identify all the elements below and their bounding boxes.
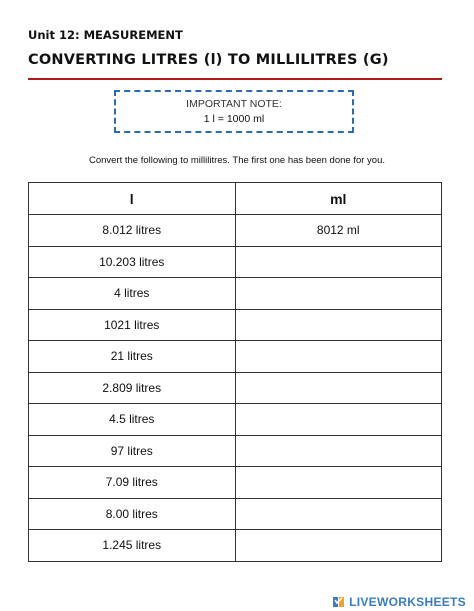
- important-note-box: [114, 90, 354, 133]
- ml-answer-cell[interactable]: [235, 372, 442, 404]
- ml-answer-cell[interactable]: [235, 278, 442, 310]
- column-header-ml: ml: [235, 183, 442, 215]
- litres-cell: 1.245 litres: [29, 530, 236, 562]
- ml-answer-cell[interactable]: [235, 309, 442, 341]
- table-row: [29, 246, 442, 278]
- litres-cell: 2.809 litres: [29, 372, 236, 404]
- ml-answer-cell: 8012 ml: [235, 215, 442, 247]
- ml-answer-cell[interactable]: [235, 530, 442, 562]
- title-divider: [28, 78, 442, 80]
- table-row: [29, 372, 442, 404]
- ml-answer-cell[interactable]: [235, 467, 442, 499]
- liveworksheets-logo: [332, 595, 466, 609]
- page-title: CONVERTING LITRES (l) TO MILLILITRES (G): [28, 52, 389, 68]
- ml-answer-cell[interactable]: [235, 435, 442, 467]
- litres-cell: 8.012 litres: [29, 215, 236, 247]
- ml-answer-cell[interactable]: [235, 246, 442, 278]
- unit-heading: Unit 12: MEASUREMENT: [28, 28, 183, 42]
- litres-cell: 21 litres: [29, 341, 236, 373]
- table-row: [29, 404, 442, 436]
- table-row: [29, 341, 442, 373]
- ml-answer-cell[interactable]: [235, 404, 442, 436]
- litres-cell: 7.09 litres: [29, 467, 236, 499]
- column-header-litres: l: [29, 183, 236, 215]
- litres-cell: 4.5 litres: [29, 404, 236, 436]
- conversion-table: [28, 182, 442, 562]
- table-row: [29, 498, 442, 530]
- table-row: [29, 309, 442, 341]
- table-row: [29, 215, 442, 247]
- litres-cell: 97 litres: [29, 435, 236, 467]
- table-row: [29, 530, 442, 562]
- ml-answer-cell[interactable]: [235, 341, 442, 373]
- liveworksheets-logo-icon: [332, 595, 346, 609]
- litres-cell: 10.203 litres: [29, 246, 236, 278]
- note-body: 1 l = 1000 ml: [203, 113, 265, 125]
- footer-brand: LIVEWORKSHEETS: [349, 595, 466, 609]
- table-row: [29, 435, 442, 467]
- note-heading: IMPORTANT NOTE:: [186, 98, 282, 110]
- litres-cell: 1021 litres: [29, 309, 236, 341]
- ml-answer-cell[interactable]: [235, 498, 442, 530]
- litres-cell: 8.00 litres: [29, 498, 236, 530]
- table-header-row: [29, 183, 442, 215]
- litres-cell: 4 litres: [29, 278, 236, 310]
- instructions: Convert the following to millilitres. The first one has been done for you.: [88, 155, 386, 166]
- table-row: [29, 278, 442, 310]
- table-row: [29, 467, 442, 499]
